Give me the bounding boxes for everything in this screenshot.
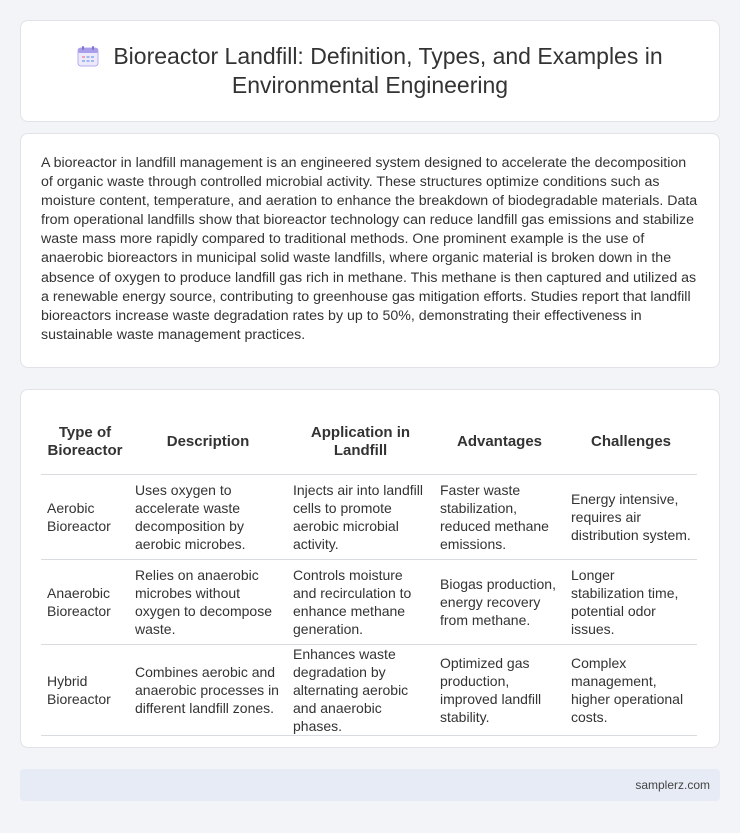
cell-description: Relies on anaerobic microbes without oxygen to decompose waste. — [129, 559, 287, 644]
cell-application: Enhances waste degradation by alternating aerobic and anaerobic phases. — [287, 644, 434, 735]
header-description: Description — [129, 410, 287, 474]
table-row — [41, 644, 697, 735]
cell-description: Uses oxygen to accelerate waste decomposition by aerobic microbes. — [129, 474, 287, 559]
cell-challenges: Longer stabilization time, potential odor issues. — [565, 559, 697, 644]
table-row — [41, 474, 697, 559]
table-card — [20, 389, 720, 748]
cell-application: Injects air into landfill cells to promote aerobic microbial activity. — [287, 474, 434, 559]
cell-challenges: Energy intensive, requires air distribution system. — [565, 474, 697, 559]
cell-description: Combines aerobic and anaerobic processes in different landfill zones. — [129, 644, 287, 735]
footer-bar — [20, 769, 720, 801]
intro-paragraph: A bioreactor in landfill management is an engineered system designed to accelerate the decomposition of organic waste through controlled microbial activity. These structures optimize conditions such as moisture content, temperature, and aeration to enhance the breakdown of biodegradable materials. Data from operational landfills show that bioreactor technology can reduce landfill gas emissions and stabilize waste mass more rapidly compared to traditional methods. One prominent example is the use of anaerobic bioreactors in municipal solid waste landfills, where organic material is broken down in the absence of oxygen to produce landfill gas rich in methane. This methane is then captured and utilized as a renewable energy source, contributing to greenhouse gas mitigation efforts. Studies report that landfill bioreactors increase waste degradation rates by up to 50%, demonstrating their effectiveness in sustainable waste management practices. — [41, 155, 698, 343]
header-type: Type of Bioreactor — [41, 410, 129, 474]
cell-advantages: Faster waste stabilization, reduced methane emissions. — [434, 474, 565, 559]
cell-advantages: Biogas production, energy recovery from methane. — [434, 559, 565, 644]
table-row — [41, 559, 697, 644]
cell-challenges: Complex management, higher operational costs. — [565, 644, 697, 735]
calendar-icon — [77, 45, 99, 67]
header-application: Application in Landfill — [287, 410, 434, 474]
title-card — [20, 20, 720, 122]
page-title — [51, 42, 689, 100]
header-advantages: Advantages — [434, 410, 565, 474]
cell-advantages: Optimized gas production, improved landfill stability. — [434, 644, 565, 735]
header-challenges: Challenges — [565, 410, 697, 474]
intro-card — [20, 133, 720, 368]
table-header-row — [41, 410, 697, 474]
bioreactor-table — [41, 410, 697, 736]
footer-site-link[interactable]: samplerz.com — [635, 778, 710, 792]
cell-type: Hybrid Bioreactor — [41, 644, 129, 735]
page-title-text: Bioreactor Landfill: Definition, Types, and Examples in Environmental Engineering — [113, 43, 663, 98]
cell-type: Anaerobic Bioreactor — [41, 559, 129, 644]
cell-application: Controls moisture and recirculation to enhance methane generation. — [287, 559, 434, 644]
cell-type: Aerobic Bioreactor — [41, 474, 129, 559]
